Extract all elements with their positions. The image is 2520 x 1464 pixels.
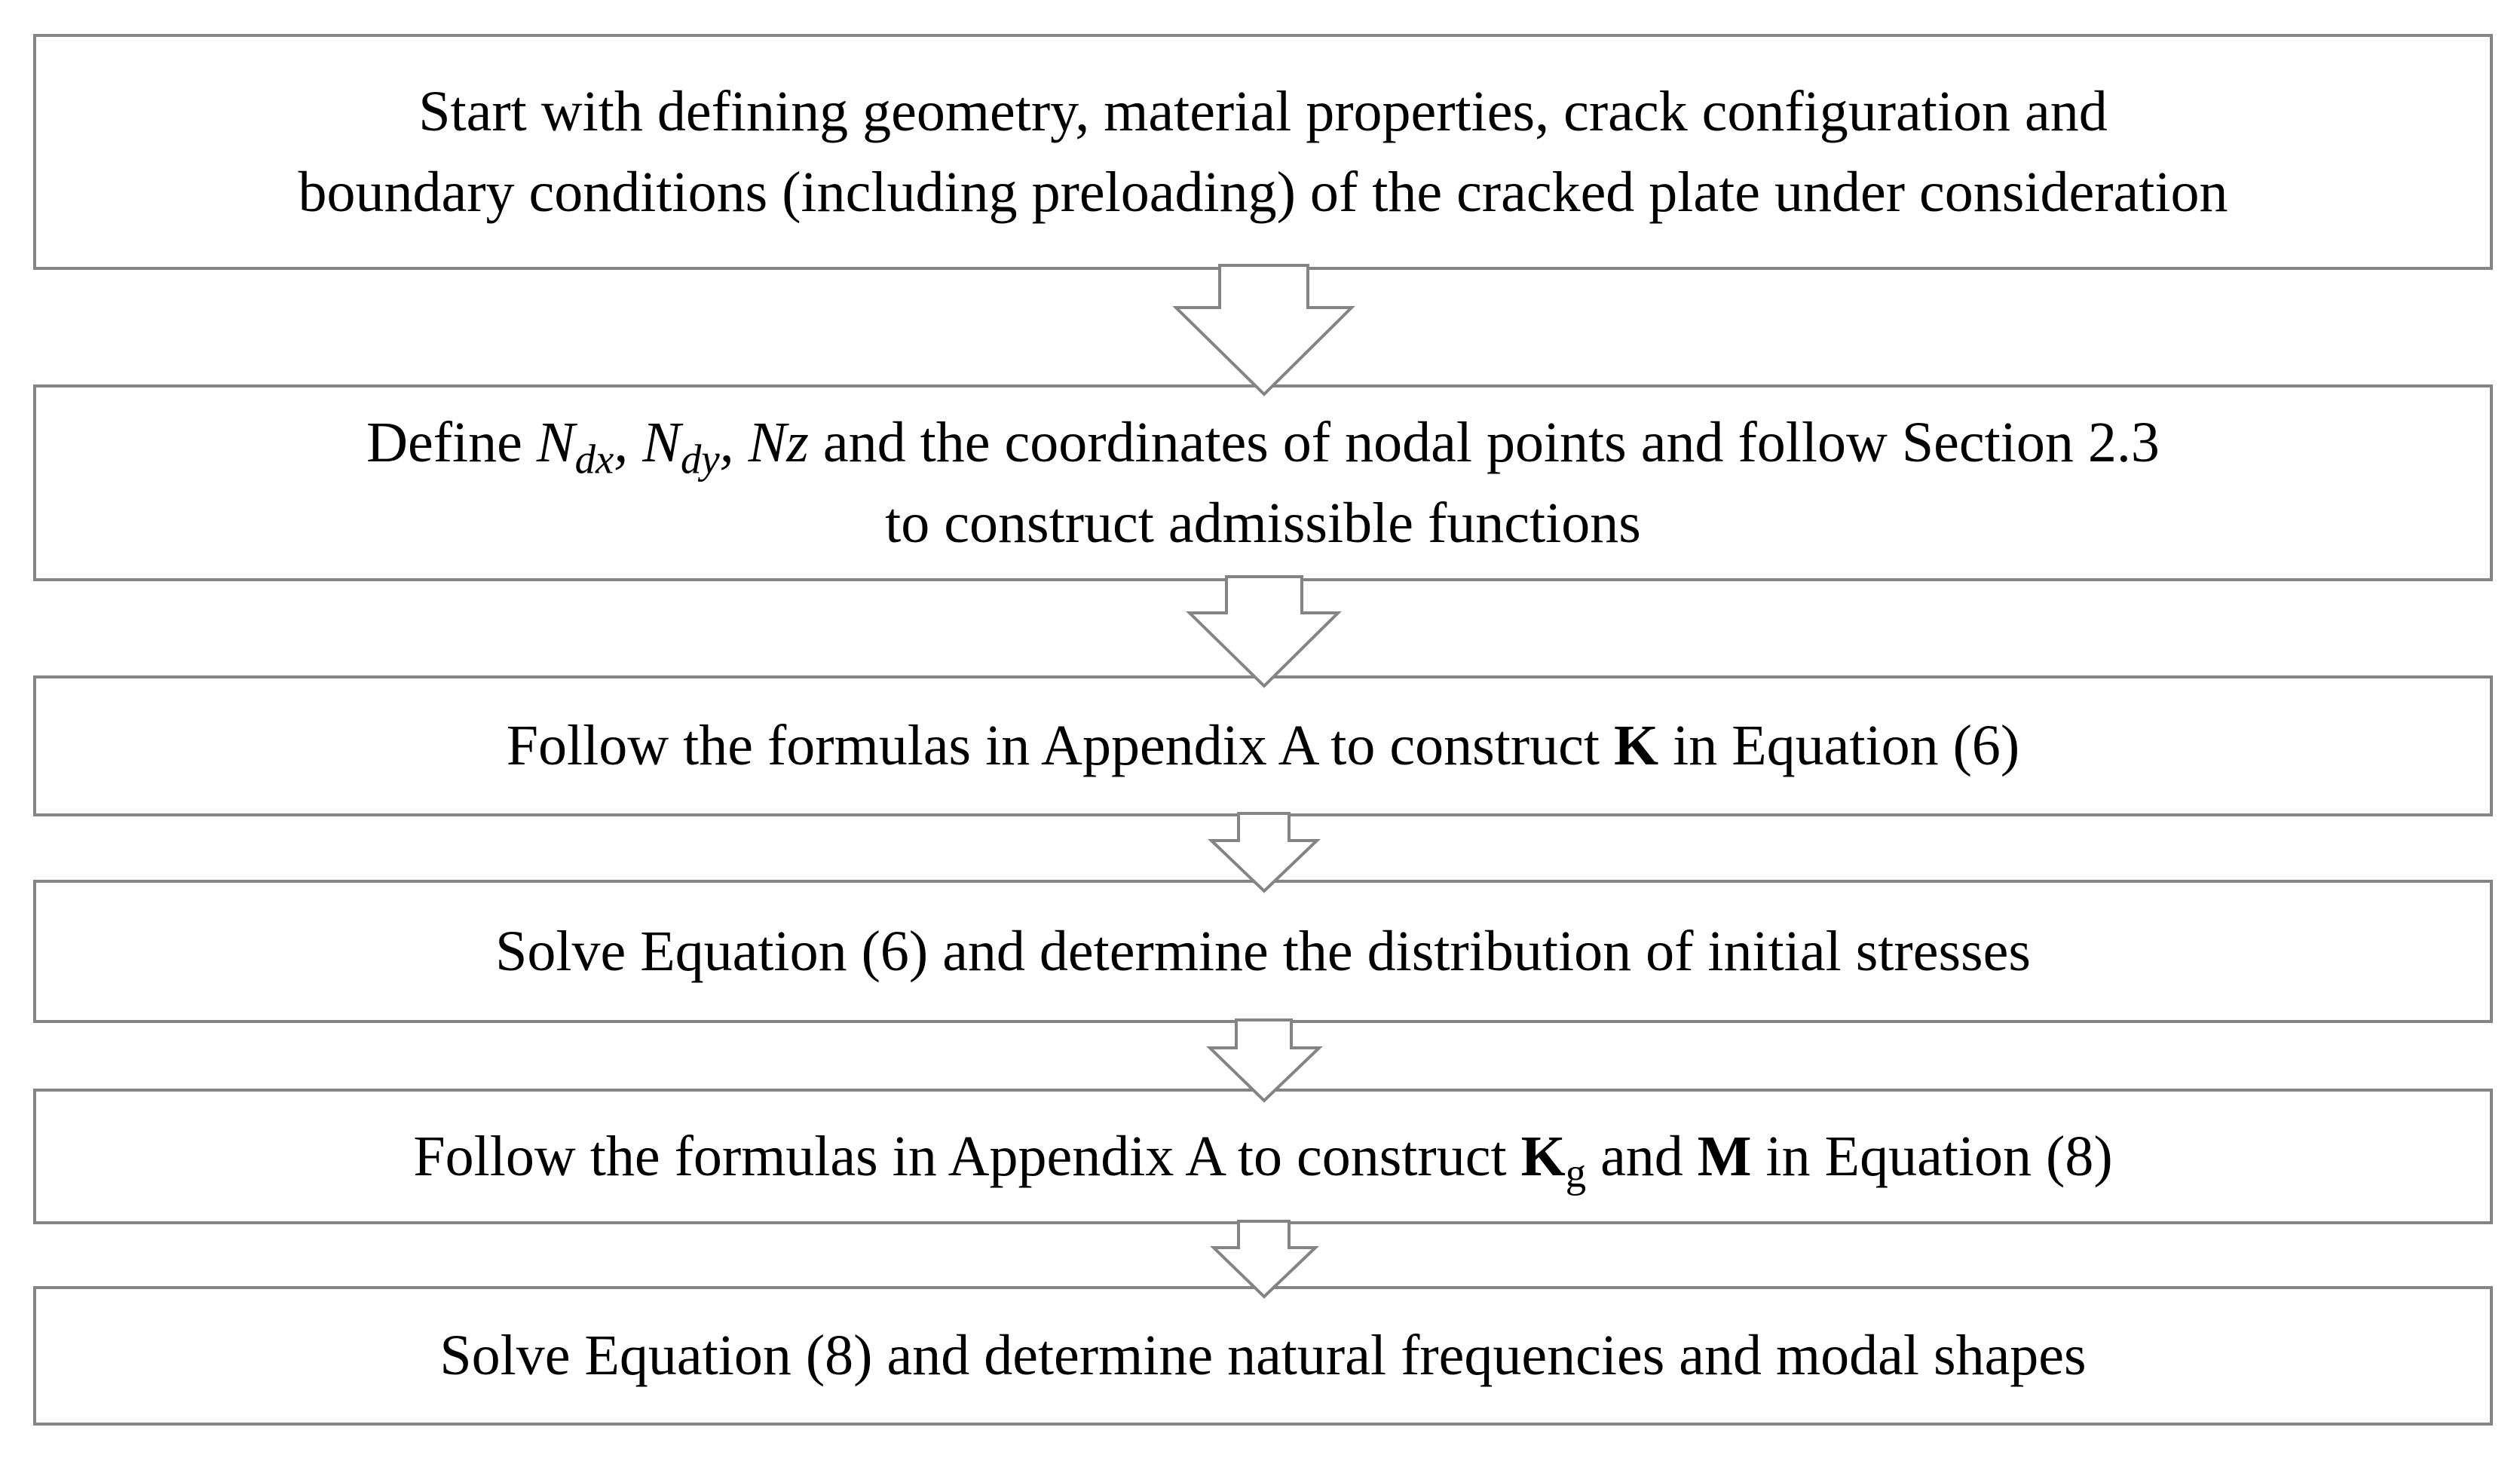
step-2-box: [33, 384, 2493, 581]
step-3-suffix: in Equation (6): [1658, 714, 2020, 777]
step-4-text: Solve Equation (6) and determine the distribution of initial stresses: [495, 919, 2031, 983]
var-n-dx: $N_{dx}$: [536, 410, 614, 482]
step-2-suffix: and the coordinates of nodal points and follow Section 2.3: [808, 410, 2160, 474]
step-3-prefix: Follow the formulas in Appendix A to construct: [506, 714, 1614, 777]
step-3-box: [33, 675, 2493, 816]
step-2-line-2: to construct admissible functions: [885, 491, 1641, 555]
step-5-box: [33, 1089, 2493, 1224]
step-1-text: [299, 72, 2228, 233]
step-4-box: [33, 880, 2493, 1023]
separator: ,: [614, 410, 643, 474]
var-nz: Nz: [748, 410, 809, 474]
matrix-k: K: [1613, 714, 1659, 777]
separator: ,: [719, 410, 749, 474]
step-1-box: [33, 34, 2493, 270]
matrix-m: M: [1697, 1124, 1752, 1188]
step-2-text: [366, 403, 2160, 564]
step-2-line-1: [366, 403, 2160, 483]
step-6-box: [33, 1286, 2493, 1426]
step-3-text: [507, 706, 2019, 786]
step-5-prefix: Follow the formulas in Appendix A to construct: [413, 1124, 1521, 1188]
var-n-dy: $N_{dy}$: [642, 410, 720, 482]
down-arrow-icon: [1176, 265, 1352, 394]
step-5-text: [413, 1116, 2112, 1197]
step-6-text: Solve Equation (8) and determine natural frequencies and modal shapes: [439, 1324, 2087, 1387]
matrix-kg: $K_g$: [1520, 1124, 1587, 1196]
down-arrow-icon: [1190, 577, 1338, 686]
step-5-suffix: in Equation (8): [1751, 1124, 2113, 1188]
down-arrow-icon: [1214, 1221, 1315, 1297]
step-2-prefix: Define: [366, 410, 537, 474]
step-1-line-1: Start with defining geometry, material properties, crack configuration and: [418, 79, 2108, 143]
step-5-middle: and: [1586, 1124, 1698, 1188]
step-1-line-2: boundary conditions (including preloading) of the cracked plate under consideration: [298, 160, 2228, 224]
